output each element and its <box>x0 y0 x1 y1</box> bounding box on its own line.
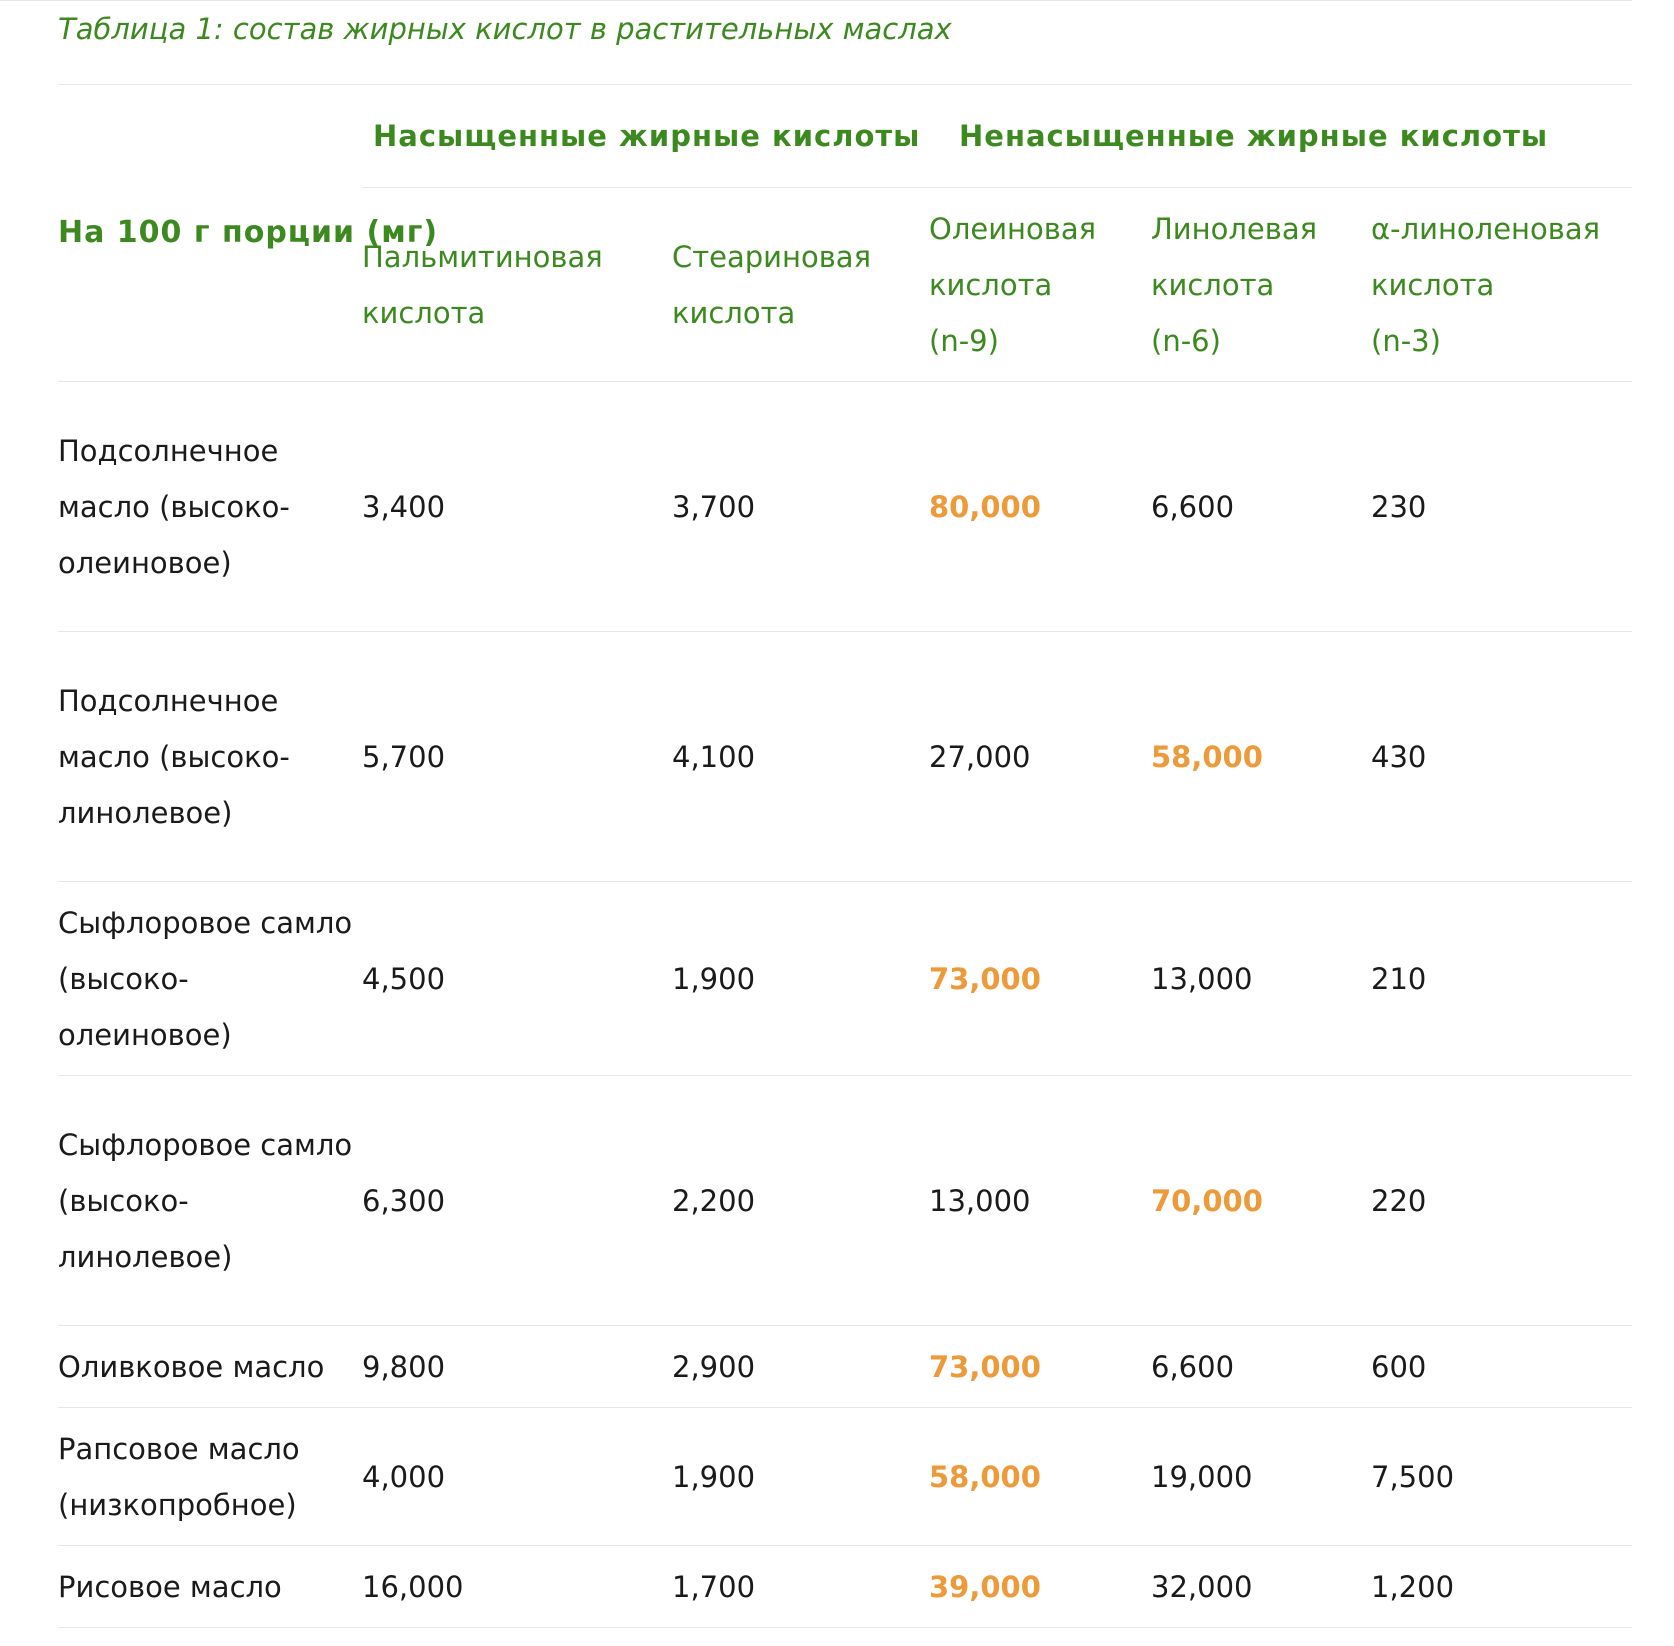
column-header-line: кислота <box>672 295 796 330</box>
cell-palmitic: 4,500 <box>362 882 672 1076</box>
table-caption: Таблица 1: состав жирных кислот в растительных маслах <box>58 12 952 46</box>
cell-alpha-linolenic: 210 <box>1371 882 1632 1076</box>
cell-oleic: 13,000 <box>929 1076 1151 1326</box>
cell-palmitic: 6,300 <box>362 1076 672 1326</box>
group-header-unsaturated: Ненасыщенные жирные кислоты <box>929 85 1632 188</box>
column-header-linoleic <box>1151 188 1371 382</box>
column-header-line: (n-9) <box>929 323 999 358</box>
cell-stearic: 4,100 <box>672 632 929 882</box>
cell-palmitic: 9,800 <box>362 1326 672 1408</box>
cell-alpha-linolenic: 430 <box>1371 632 1632 882</box>
cell-linoleic: 6,600 <box>1151 382 1371 632</box>
cell-linoleic: 32,000 <box>1151 1546 1371 1628</box>
column-header-alpha-linolenic <box>1371 188 1632 382</box>
cell-linoleic: 58,000 <box>1151 632 1371 882</box>
fatty-acid-table <box>58 84 1632 1628</box>
column-header-line: Линолевая <box>1151 211 1318 246</box>
group-header-row <box>58 85 1632 188</box>
cell-alpha-linolenic: 220 <box>1371 1076 1632 1326</box>
cell-linoleic: 70,000 <box>1151 1076 1371 1326</box>
cell-oleic: 27,000 <box>929 632 1151 882</box>
cell-oil-name: Сыфлоровое самло (высоко-олеиновое) <box>58 882 362 1076</box>
column-header-line: кислота <box>1371 267 1495 302</box>
cell-stearic: 2,900 <box>672 1326 929 1408</box>
cell-palmitic: 5,700 <box>362 632 672 882</box>
table-row <box>58 382 1632 632</box>
cell-oil-name: Сыфлоровое самло (высоко-линолевое) <box>58 1076 362 1326</box>
table-row <box>58 1076 1632 1326</box>
cell-oil-name: Подсолнечное масло (высоко-линолевое) <box>58 632 362 882</box>
corner-header: На 100 г порции (мг) <box>58 85 362 382</box>
cell-oil-name: Рисовое масло <box>58 1546 362 1628</box>
cell-oleic: 73,000 <box>929 1326 1151 1408</box>
cell-oil-name: Оливковое масло <box>58 1326 362 1408</box>
column-header-line: кислота <box>362 295 486 330</box>
cell-oleic: 73,000 <box>929 882 1151 1076</box>
column-header-line: кислота <box>929 267 1053 302</box>
column-header-line: кислота <box>1151 267 1275 302</box>
cell-stearic: 1,900 <box>672 1408 929 1546</box>
cell-alpha-linolenic: 230 <box>1371 382 1632 632</box>
table-row <box>58 1408 1632 1546</box>
column-header-oleic <box>929 188 1151 382</box>
cell-linoleic: 13,000 <box>1151 882 1371 1076</box>
cell-alpha-linolenic: 7,500 <box>1371 1408 1632 1546</box>
cell-oil-name: Подсолнечное масло (высоко-олеиновое) <box>58 382 362 632</box>
table-row <box>58 1546 1632 1628</box>
cell-linoleic: 19,000 <box>1151 1408 1371 1546</box>
group-header-saturated: Насыщенные жирные кислоты <box>362 85 929 188</box>
cell-oleic: 58,000 <box>929 1408 1151 1546</box>
column-header-line: Пальмитиновая <box>362 239 603 274</box>
table-row <box>58 632 1632 882</box>
column-header-line: Олеиновая <box>929 211 1097 246</box>
table-body <box>58 382 1632 1628</box>
cell-alpha-linolenic: 600 <box>1371 1326 1632 1408</box>
cell-stearic: 1,700 <box>672 1546 929 1628</box>
cell-oleic: 80,000 <box>929 382 1151 632</box>
cell-palmitic: 16,000 <box>362 1546 672 1628</box>
column-header-line: (n-3) <box>1371 323 1441 358</box>
cell-alpha-linolenic: 1,200 <box>1371 1546 1632 1628</box>
table-row <box>58 882 1632 1076</box>
column-header-line: Стеариновая <box>672 239 872 274</box>
column-header-line: α-линоленовая <box>1371 211 1601 246</box>
cell-palmitic: 4,000 <box>362 1408 672 1546</box>
cell-stearic: 1,900 <box>672 882 929 1076</box>
column-header-stearic <box>672 188 929 382</box>
cell-oil-name: Рапсовое масло (низкопробное) <box>58 1408 362 1546</box>
top-divider <box>0 0 1632 1</box>
table-row <box>58 1326 1632 1408</box>
column-header-line: (n-6) <box>1151 323 1221 358</box>
cell-stearic: 2,200 <box>672 1076 929 1326</box>
cell-linoleic: 6,600 <box>1151 1326 1371 1408</box>
cell-oleic: 39,000 <box>929 1546 1151 1628</box>
cell-stearic: 3,700 <box>672 382 929 632</box>
cell-palmitic: 3,400 <box>362 382 672 632</box>
